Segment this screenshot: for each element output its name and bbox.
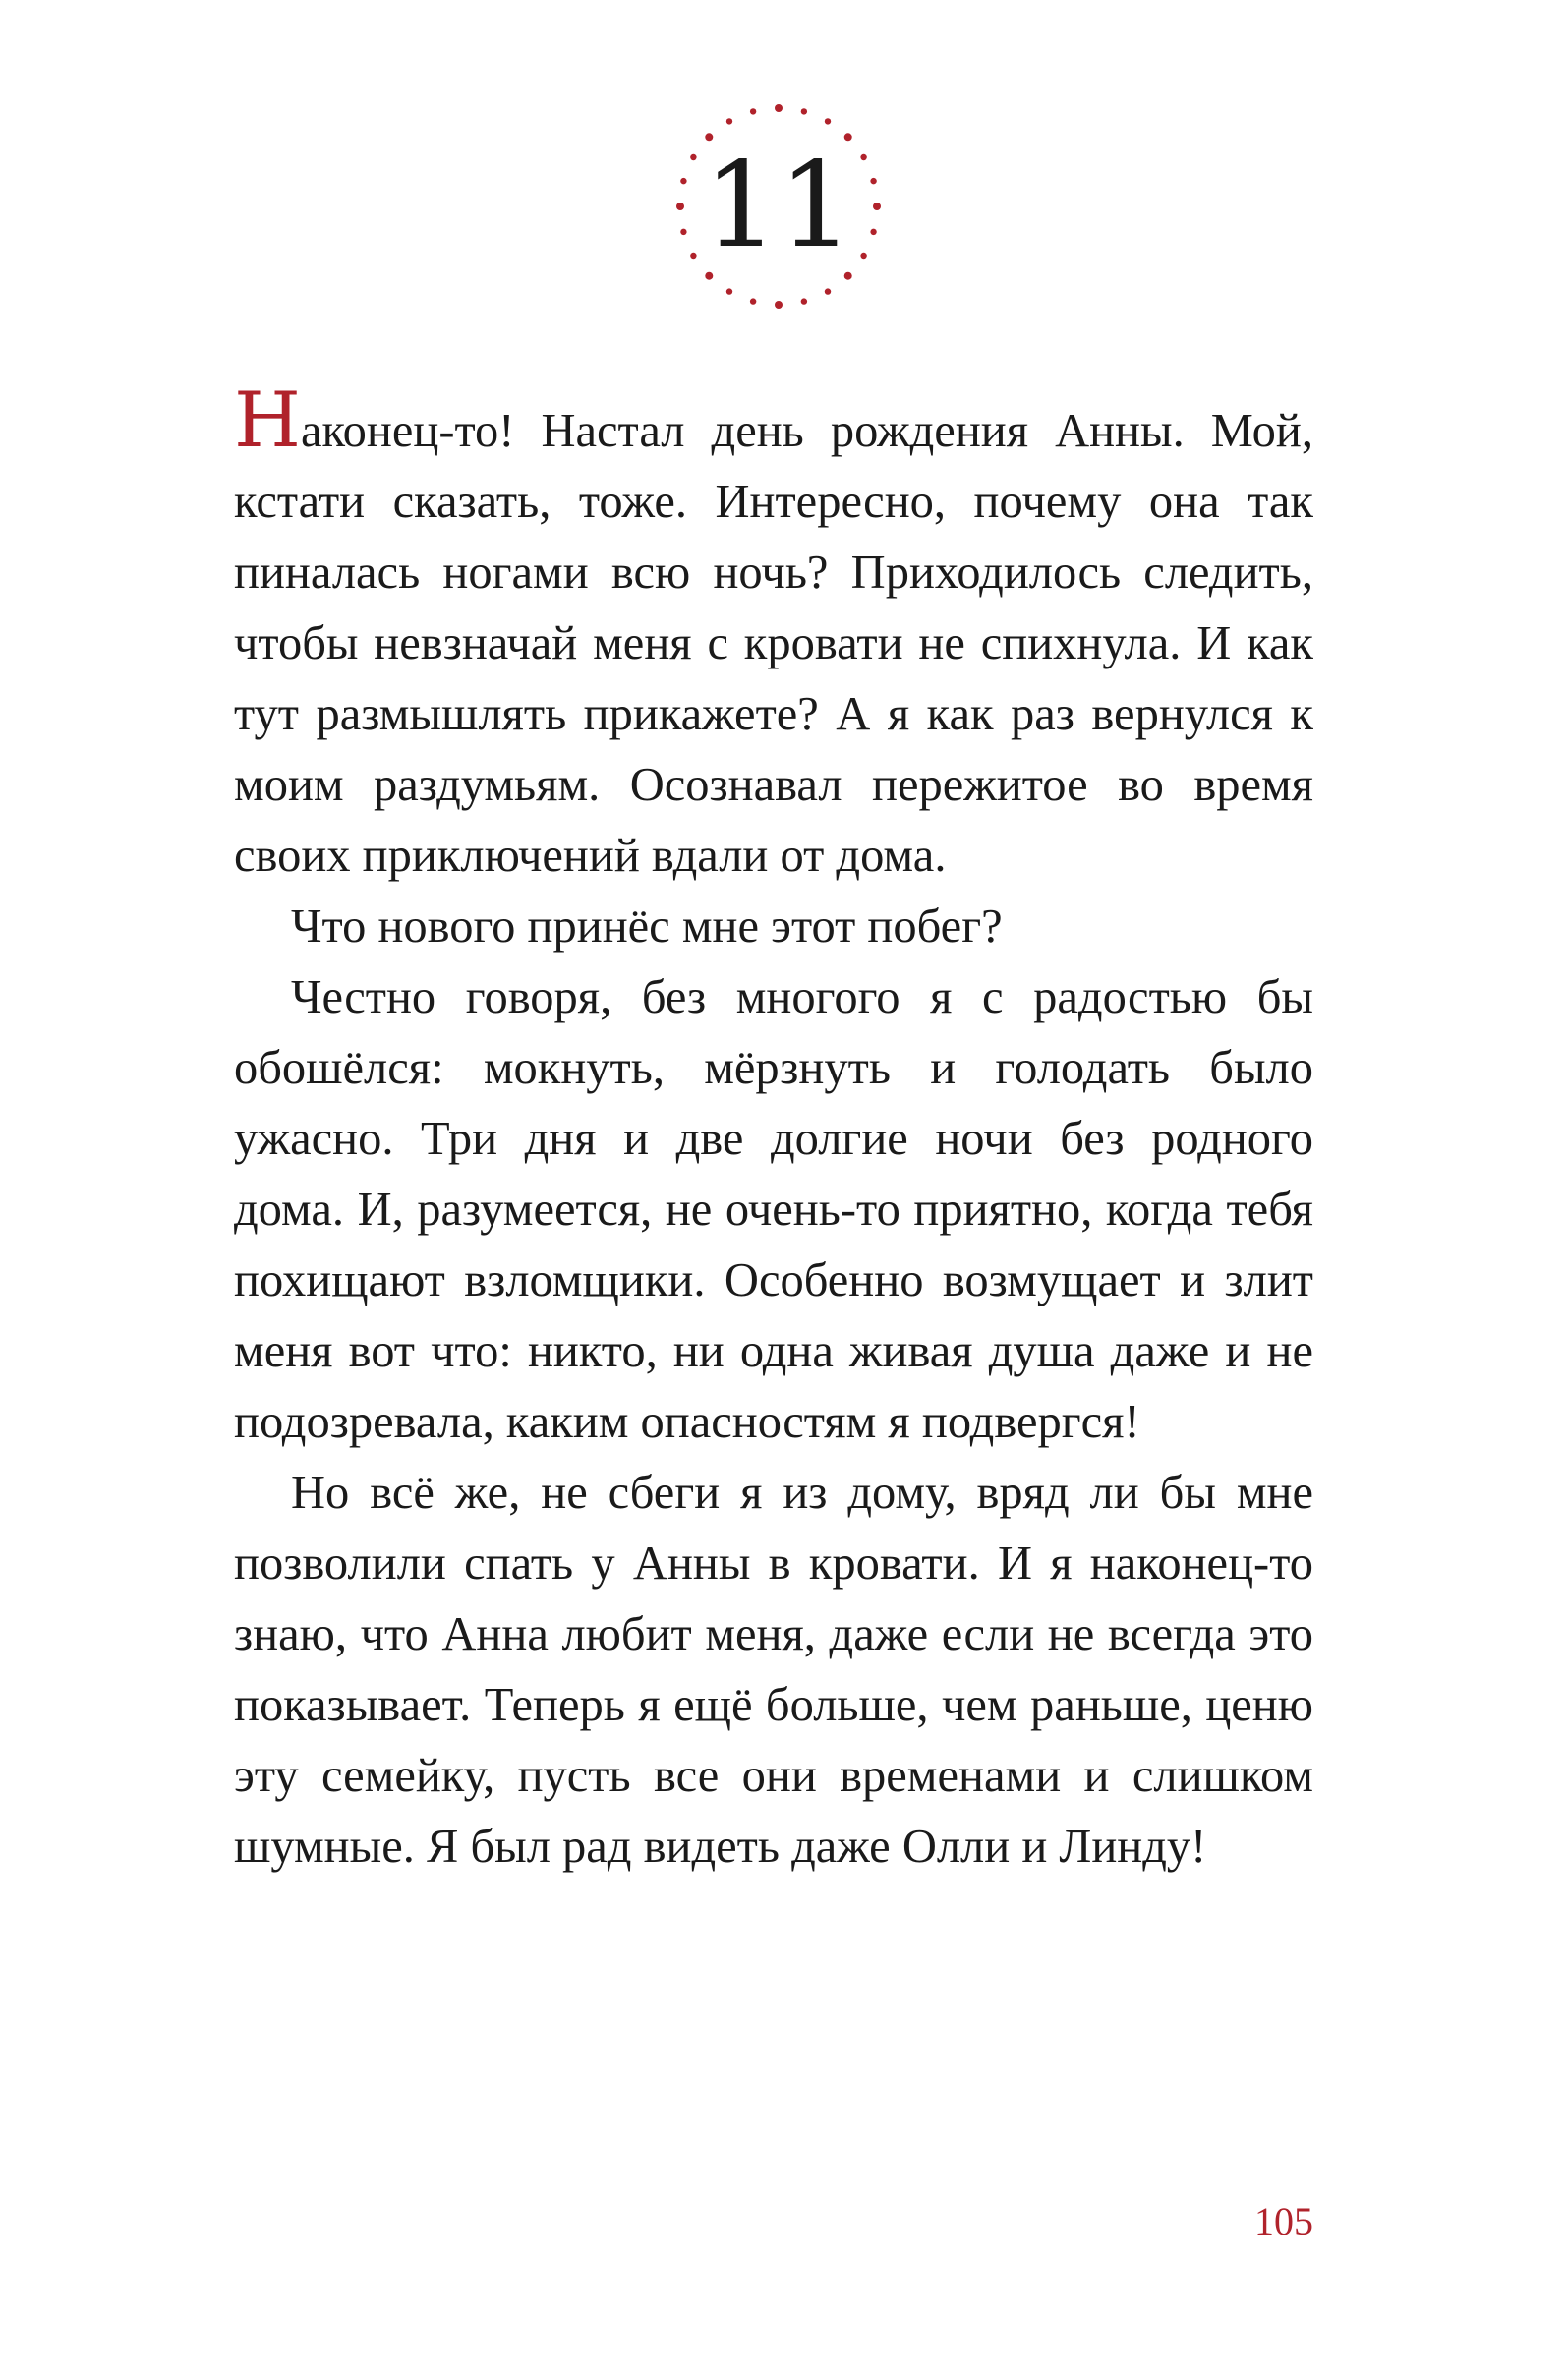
chapter-badge (661, 88, 897, 324)
page-number: 105 (1254, 2199, 1313, 2243)
paragraph-1 (234, 377, 1313, 892)
paragraph-2: Что нового принёс мне этот побег? (291, 900, 1003, 953)
paragraph-1-text: аконец-то! Настал день рождения Анны. Мой, кстати сказать, тоже. Интересно, почему она так пиналась ногами всю ночь? Приходилось следить, чтобы невзначай меня с кровати не спихнула. И как тут размышлять прикажете? А я как раз вернулся к моим раздумьям. Осознавал пережитое во время своих приключений вдали от дома. (234, 405, 1313, 882)
paragraph-3: Честно говоря, без многого я с радостью бы обошёлся: мокнуть, мёрзнуть и голодать было ужасно. Три дня и две долгие ночи без родного дома. И, разумеется, не очень-то приятно, когда тебя похищают взломщики. Особенно возмущает и злит меня вот что: никто, ни одна живая душа даже и не подозревала, каким опасностям я подвергся! (234, 971, 1313, 1448)
drop-cap: Н (234, 377, 302, 465)
paragraph-4: Но всё же, не сбеги я из дому, вряд ли бы мне позволили спать у Анны в кровати. И я наконец-то знаю, что Анна любит меня, даже если не всегда это показывает. Теперь я ещё больше, чем раньше, ценю эту семейку, пусть все они временами и слишком шумные. Я был рад видеть даже Олли и Линду! (234, 1467, 1313, 1873)
body-text (234, 377, 1313, 1883)
chapter-number: 11 (703, 138, 854, 274)
